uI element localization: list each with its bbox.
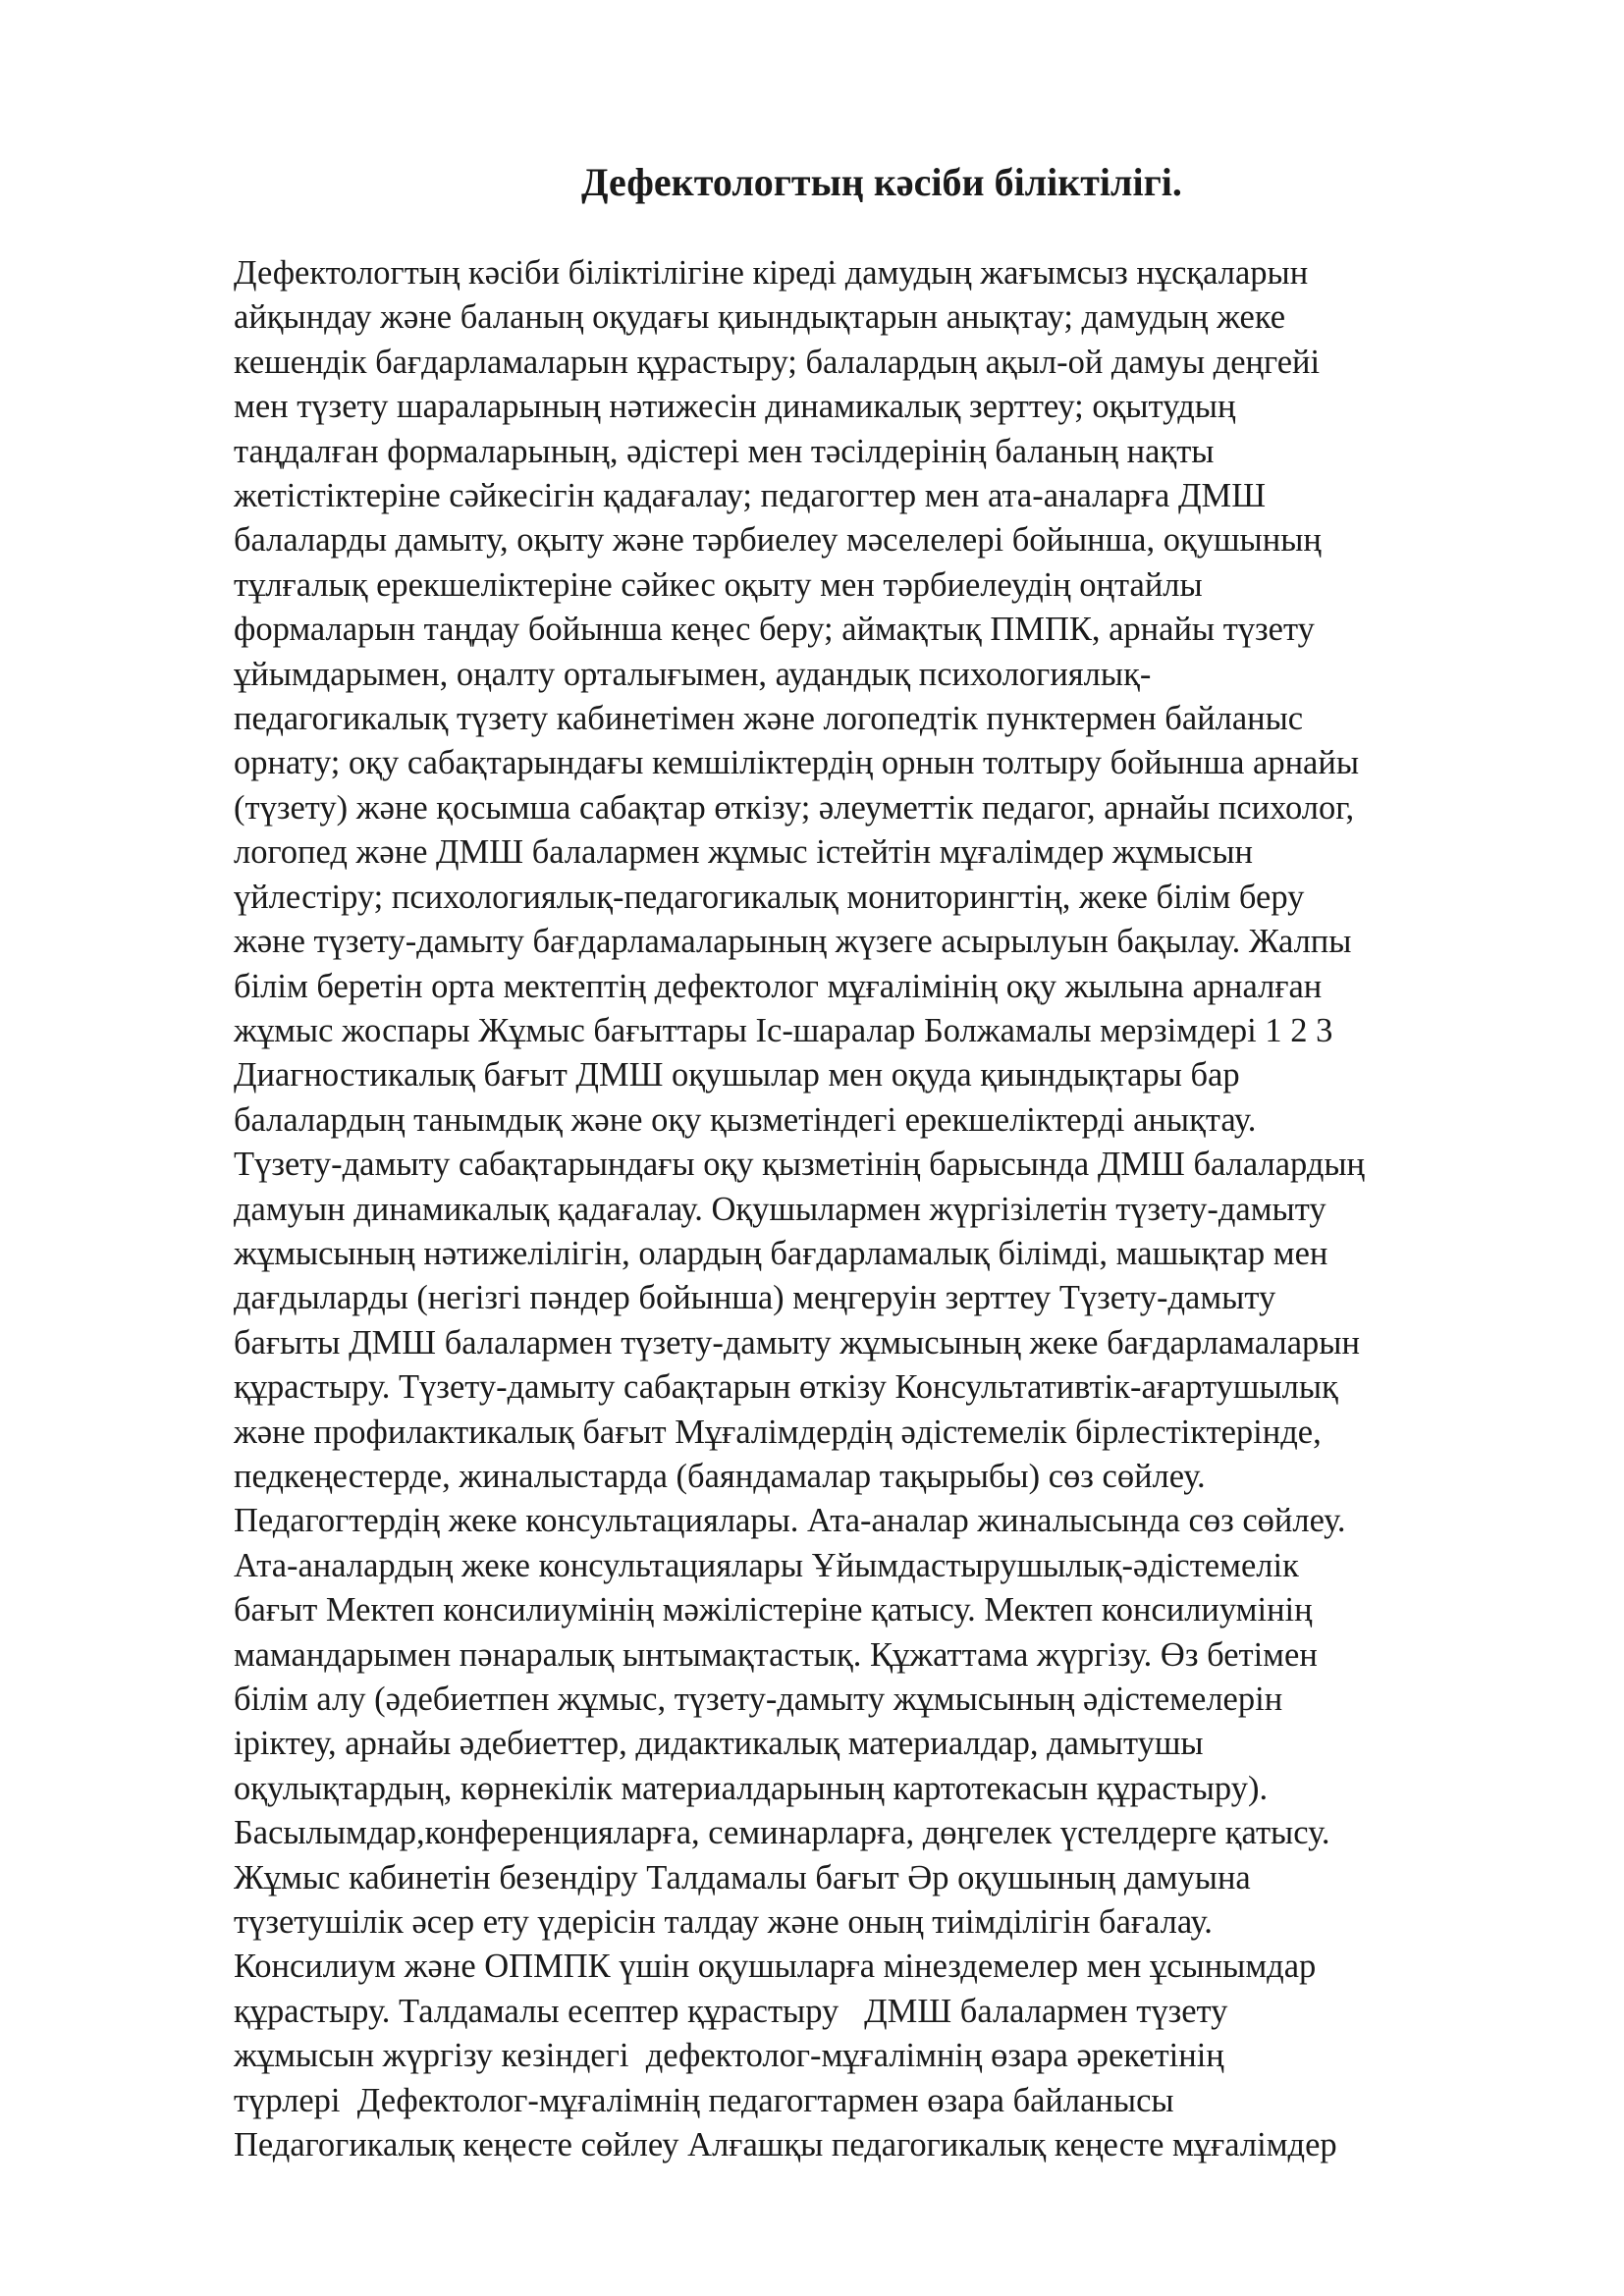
body-text-line: тұлғалық ерекшеліктеріне сәйкес оқыту мен тәрбиелеудің оңтайлы [234,565,1203,604]
body-text-line: білім алу (әдебиетпен жұмыс, түзету-дамыту жұмысының әдістемелерін [234,1681,1283,1718]
body-text-line: Дефектологтың кәсіби біліктілігіне кіреді дамудың жағымсыз нұсқаларын [234,254,1309,292]
body-text-line: Консилиум және ОПМПК үшін оқушыларға мінездемелер мен ұсынымдар [234,1948,1317,1986]
body-text-line: балаларды дамыту, оқыту және тәрбиелеу мәселелері бойынша, оқушының [234,521,1322,560]
body-text-line: мамандарымен пәнаралық ынтымақтастық. Құжаттама жүргізу. Өз бетімен [234,1635,1318,1674]
body-text-line: бағыты ДМШ балалармен түзету-дамыту жұмысының жеке бағдарламаларын [234,1323,1360,1362]
body-text-line: оқулықтардың, көрнекілік материалдарының картотекасын құрастыру). [234,1769,1269,1807]
body-text-line: логопед және ДМШ балалармен жұмыс істейтін мұғалімдер жұмысын [234,833,1253,872]
body-text-line: іріктеу, арнайы әдебиеттер, дидактикалық материалдар, дамытушы [234,1725,1204,1763]
body-text-line: Басылымдар,конференцияларға, семинарларға, дөңгелек үстелдерге қатысу. [234,1814,1330,1852]
document-body [234,251,1549,2167]
body-text-line: жетістіктеріне сәйкесігін қадағалау; педагогтер мен ата-аналарға ДМШ [234,477,1267,515]
body-text-line: кешендік бағдарламаларын құрастыру; балалардың ақыл-ой дамуы деңгейі [234,343,1321,381]
body-text-line: педагогикалық түзету кабинетімен және логопедтік пунктермен байланыс [234,700,1304,738]
body-text-line: орнату; оқу сабақтарындағы кемшіліктердің орнын толтыру бойынша арнайы [234,744,1359,782]
body-text-line: мен түзету шараларының нәтижесін динамикалық зерттеу; оқытудың [234,388,1236,426]
body-text-line: білім беретін орта мектептің дефектолог мұғалімінің оқу жылына арналған [234,967,1323,1005]
body-text-line: жұмыс жоспары Жұмыс бағыттары Іс-шаралар Болжамалы мерзімдері 1 2 3 [234,1011,1333,1049]
body-text-line: балалардың танымдық және оқу қызметіндегі ерекшеліктерді анықтау. [234,1100,1257,1139]
body-text-line: Педагогикалық кеңесте сөйлеу Алғашқы педагогикалық кеңесте мұғалімдер [234,2126,1337,2164]
body-text-line: және түзету-дамыту бағдарламаларының жүзеге асырылуын бақылау. Жалпы [234,923,1352,961]
body-text-line: айқындау және баланың оқудағы қиындықтарын анықтау; дамудың жеке [234,298,1286,337]
body-text-line: Диагностикалық бағыт ДМШ оқушылар мен оқуда қиындықтары бар [234,1056,1240,1095]
body-text-line: түзетушілік әсер ету үдерісін талдау және оның тиімділігін бағалау. [234,1903,1213,1942]
body-text-line: түрлері Дефектолог-мұғалімнің педагогтармен өзара байланысы [234,2081,1174,2119]
body-text-line: құрастыру. Түзету-дамыту сабақтарын өткізу Консультативтік-ағартушылық [234,1368,1338,1407]
body-text-line: Жұмыс кабинетін безендіру Талдамалы бағыт Әр оқушының дамуына [234,1858,1251,1896]
body-text-line: ұйымдарымен, оңалту орталығымен, аудандық психологиялық- [234,655,1152,693]
body-text-line: Педагогтердің жеке консультациялары. Ата-аналар жиналысында сөз сөйлеу. [234,1502,1346,1540]
body-text-line: құрастыру. Талдамалы есептер құрастыру ДМШ балалармен түзету [234,1992,1228,2030]
body-text-line: дамуын динамикалық қадағалау. Оқушылармен жүргізілетін түзету-дамыту [234,1190,1326,1228]
document-title: Дефектологтың кәсіби біліктілігі. [581,160,1182,204]
body-text-line: (түзету) және қосымша сабақтар өткізу; әлеуметтік педагог, арнайы психолог, [234,788,1355,827]
body-text-line: дағдыларды (негізгі пәндер бойынша) меңгеруін зерттеу Түзету-дамыту [234,1279,1276,1317]
body-text-line: Түзету-дамыту сабақтарындағы оқу қызметінің барысында ДМШ балалардың [234,1146,1366,1184]
body-text-line: Ата-аналардың жеке консультациялары Ұйымдастырушылық-әдістемелік [234,1546,1299,1584]
body-text-line: жұмысын жүргізу кезіндегі дефектолог-мұғалімнің өзара әрекетінің [234,2037,1224,2075]
body-text-line: педкеңестерде, жиналыстарда (баяндамалар тақырыбы) сөз сөйлеу. [234,1457,1206,1495]
body-text-line: және профилактикалық бағыт Мұғалімдердің әдістемелік бірлестіктерінде, [234,1413,1322,1451]
body-text-line: формаларын таңдау бойынша кеңес беру; аймақтық ПМПК, арнайы түзету [234,611,1315,649]
body-text-line: үйлестіру; психологиялық-педагогикалық мониторингтің, жеке білім беру [234,878,1305,916]
body-text-line: жұмысының нәтижелілігін, олардың бағдарламалық білімді, машықтар мен [234,1234,1328,1272]
body-text-line: бағыт Мектеп консилиумінің мәжілістеріне қатысу. Мектеп консилиумінің [234,1591,1313,1629]
body-text-line: таңдалған формаларының, әдістері мен тәсілдерінің баланың нақты [234,432,1215,470]
